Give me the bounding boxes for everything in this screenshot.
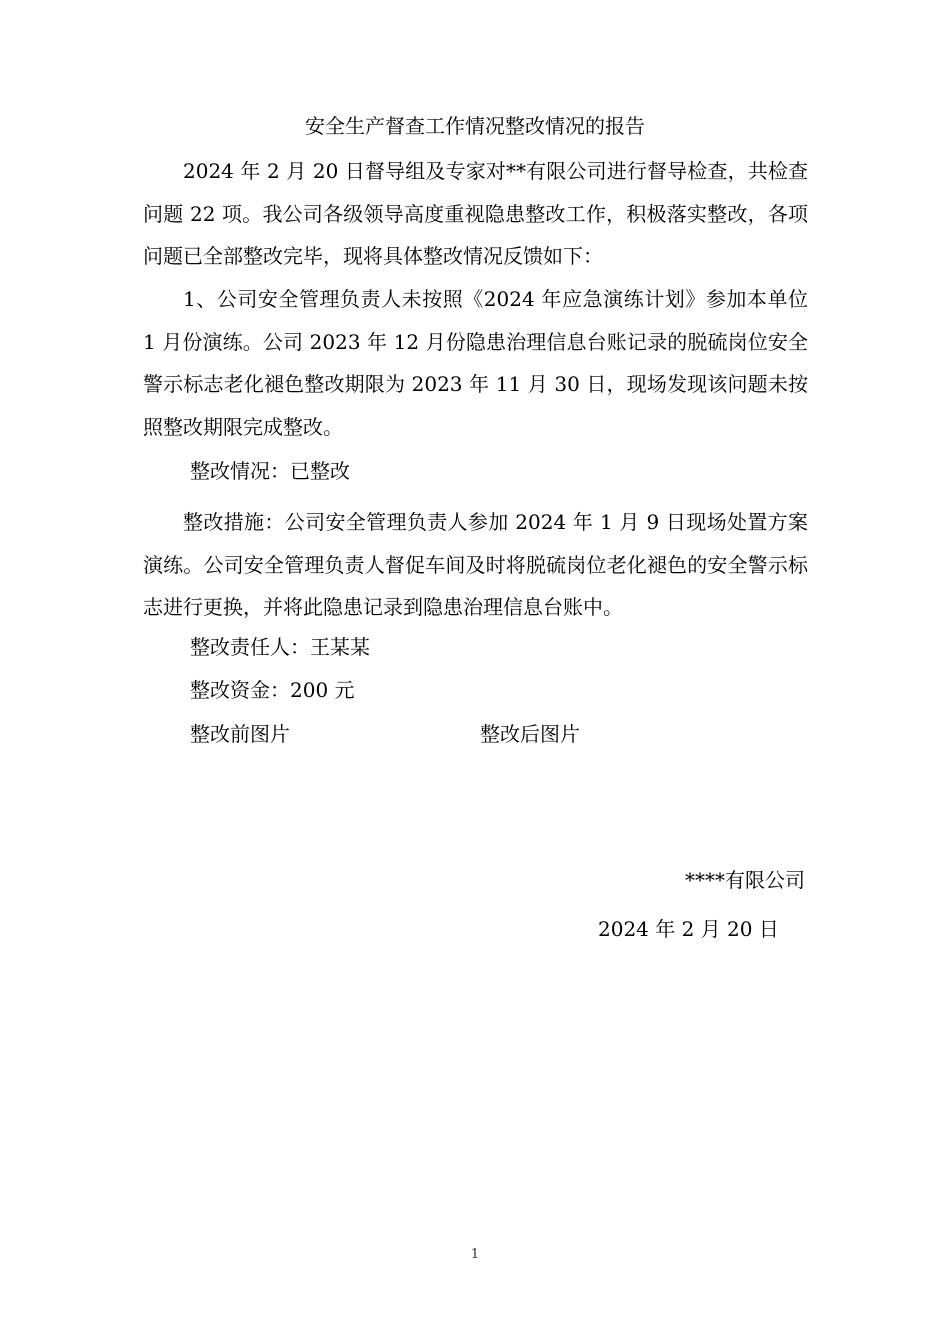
rectification-funds: 整改资金：200 元 [190,678,355,702]
after-photo-label: 整改后图片 [480,722,580,746]
intro-paragraph [143,150,808,278]
before-photo-label: 整改前图片 [190,722,290,746]
rectification-status: 整改情况：已整改 [190,459,350,483]
issue-1-text: 1、公司安全管理负责人未按照《2024 年应急演练计划》参加本单位 1 月份演练。公司 2023 年 12 月份隐患治理信息台账记录的脱硫岗位安全警示标志老化褪色整改期限为 2023 年 11 月 30 日，现场发现该问题未按照整改期限完成整改。 [143,287,808,439]
page-number: 1 [470,1247,480,1262]
rectification-measures-paragraph [143,501,808,629]
company-signature: ****有限公司 [685,868,805,892]
rectification-measures-text: 整改措施：公司安全管理负责人参加 2024 年 1 月 9 日现场处置方案演练。公司安全管理负责人督促车间及时将脱硫岗位老化褪色的安全警示标志进行更换，并将此隐患记录到隐患治理信息台账中。 [143,510,808,620]
signature-date: 2024 年 2 月 20 日 [598,917,779,941]
responsible-person: 整改责任人：王某某 [190,635,370,659]
issue-1-paragraph [143,278,808,448]
intro-text: 2024 年 2 月 20 日督导组及专家对**有限公司进行督导检查，共检查问题 22 项。我公司各级领导高度重视隐患整改工作，积极落实整改，各项问题已全部整改完毕，现将具体整改情况反馈如下： [143,159,808,269]
document-title: 安全生产督查工作情况整改情况的报告 [305,114,645,138]
